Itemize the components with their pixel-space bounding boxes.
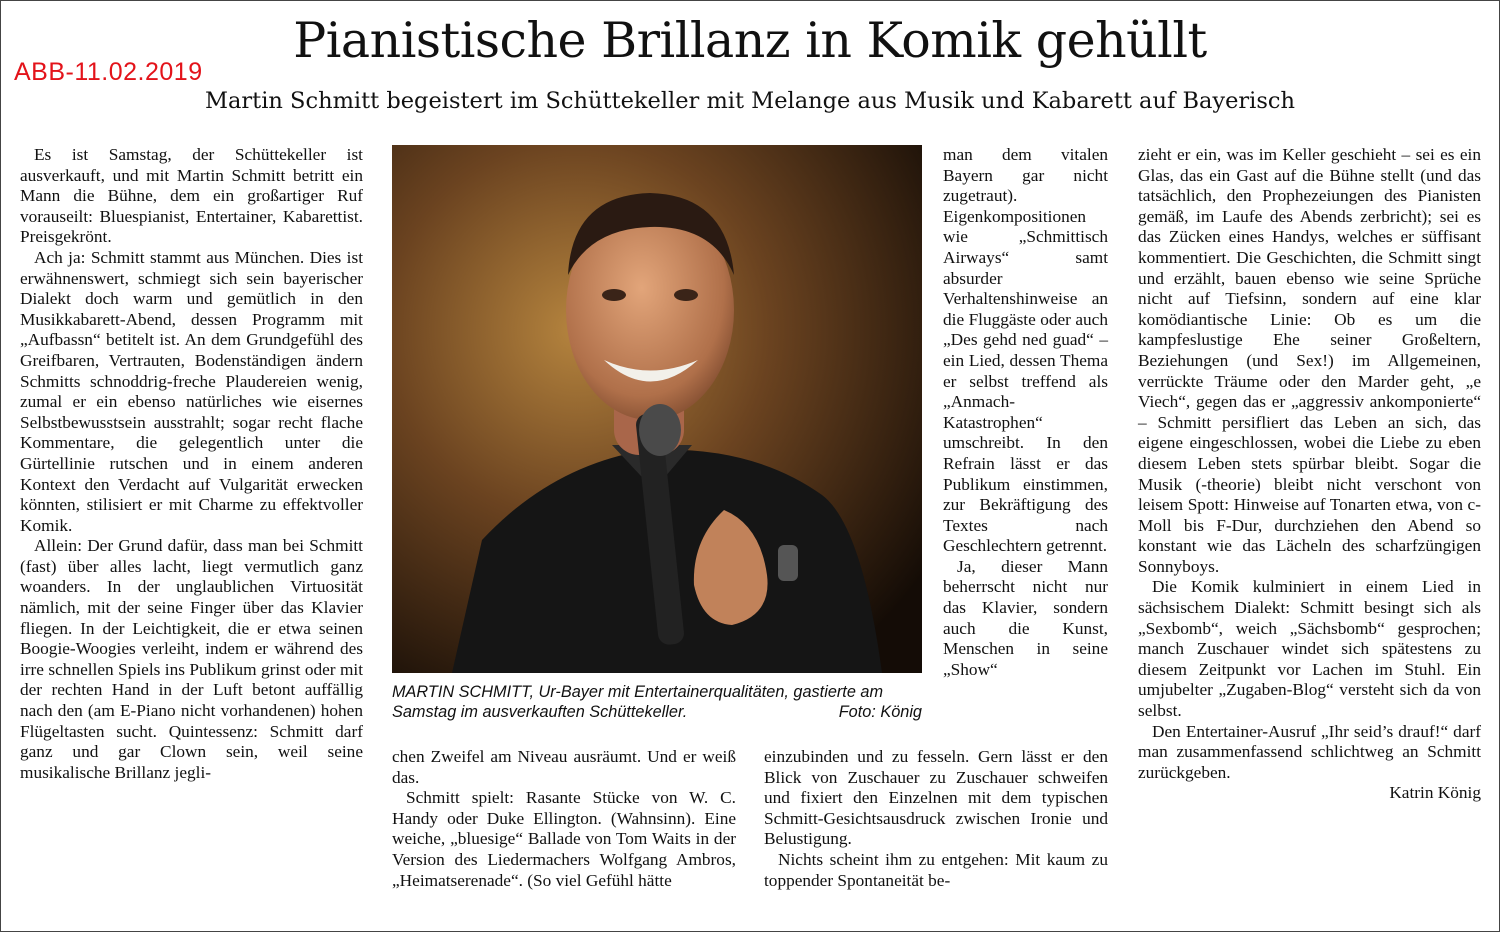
paragraph: Allein: Der Grund dafür, dass man bei Schmitt (fast) über alles lacht, liegt vermutlich ganz woanders. In der unglaublichen Virtuosität nämlich, mit der seine Finger über das Klavier fliegen. In der Leichtigkeit, die er etwa seinen Boogie-Woogies verleiht, indem er während des irre schnellen Spiels ins Publikum grinst oder mit der rechten Hand in der Luft betont auffällig nach den (am E-Piano nicht vorhandenen) hohen Flügeltasten sucht. Quintessenz: Schmitt darf ganz und gar Clown sein, weil seine musikalische Brillanz jegli- — [20, 536, 363, 782]
paragraph: Schmitt spielt: Rasante Stücke von W. C. Handy oder Duke Ellington. (Wahnsinn). Eine weiche, „bluesige“ Ballade von Tom Waits in der Version des Liedermachers Wolfgang Ambros, „Heimatserenade“. (So viel Gefühl hätte — [392, 788, 736, 890]
paragraph: zieht er ein, was im Keller geschieht – sei es ein Glas, das ein Gast auf die Bühne stellt (und das tatsächlich, den Prophezeiungen des Pianisten gemäß, im Laufe des Abends zerbricht); sei es das Zücken eines Handys, welches er süffisant kommentiert. Die Geschichten, die Schmitt singt und erzählt, bauen ebenso wie seine Sprüche nicht auf Tiefsinn, sondern auf eine klar komödiantische Linie: Ob es um die kampfeslustige Ehe seiner Großeltern, Beziehungen (und Sex!) im Allgemeinen, verrückte Träume oder den Marder geht, „e Viech“, gegen das er „aggressiv ankomponierte“ – Schmitt persifliert das Leben an sich, das eigene eingeschlossen, wobei die Liebe zu eben diesem Leben stets spürbar bleibt. Sogar die Musik (-theorie) bleibt nicht verschont von leisem Spott: Hinweise auf Tonarten etwa, von c-Moll bis F-Dur, durchziehen den Abend so konstant wie das Lächeln des scharfzüngigen Sonnyboys. — [1138, 145, 1481, 576]
paragraph: Nichts scheint ihm zu entgehen: Mit kaum zu toppender Spontaneität be- — [764, 849, 1108, 890]
photo-caption-text: MARTIN SCHMITT, Ur-Bayer mit Entertainerqualitäten, gastierte am Samstag im ausverkauften Schüttekeller. — [392, 683, 884, 721]
article-column-4 — [1138, 145, 1481, 804]
paragraph: Den Entertainer-Ausruf „Ihr seid’s drauf!“ darf man zusammenfassend schlichtweg an Schmitt zurückgeben. — [1138, 721, 1481, 782]
photo-credit: Foto: König — [838, 703, 922, 721]
article-headline: Pianistische Brillanz in Komik gehüllt — [293, 12, 1207, 69]
author-name: Katrin König — [1389, 783, 1481, 803]
paragraph: Es ist Samstag, der Schüttekeller ist ausverkauft, und mit Martin Schmitt betritt ein Mann die Bühne, dem ein großartiger Ruf vorauseilt: Bluespianist, Entertainer, Kabarettist. Preisgekrönt. — [20, 145, 363, 247]
paragraph: chen Zweifel am Niveau ausräumt. Und er weiß das. — [392, 747, 736, 787]
article-column-2 — [392, 747, 736, 891]
paragraph: Ja, dieser Mann beherrscht nicht nur das Klavier, sondern auch die Kunst, Menschen in seine „Show“ — [943, 556, 1108, 679]
archive-date-stamp: ABB-11.02.2019 — [14, 58, 203, 86]
photo-performer-illustration — [392, 145, 922, 673]
paragraph: Ach ja: Schmitt stammt aus München. Dies ist erwähnenswert, schmiegt sich sein bayerischer Dialekt doch warm und gemütlich in den Musikkabarett-Abend, dessen Programm mit „Aufbassn“ betitelt ist. An dem Grundgefühl des Greifbaren, Vertrauten, Bodenständigen ändern Schmitts schnoddrig-freche Plaudereien wenig, zumal er ein ebenso natürliches wie eisernes Selbstbewusstsein ausstrahlt; sogar recht flache Kommentare, die gelegentlich unter die Gürtellinie rutschen und in einem anderen Kontext den Verdacht auf Vulgarität erwecken könnten, stilisiert er mit Charme zu effektvoller Komik. — [20, 247, 363, 535]
paragraph: man dem vitalen Bayern gar nicht zugetraut). Eigenkompositionen wie „Schmittisch Airways“ samt absurder Verhaltenshinweise an die Fluggäste oder auch „Des gehd ned guad“ – ein Lied, dessen Thema er selbst treffend als „Anmach-Katastrophen“ umschreibt. In den Refrain lässt er das Publikum einstimmen, zur Bekräftigung des Textes nach Geschlechtern getrennt. — [943, 145, 1108, 556]
article-column-3-bottom — [764, 747, 1108, 891]
article-subheadline: Martin Schmitt begeistert im Schüttekeller mit Melange aus Musik und Kabarett auf Bayerisch — [204, 88, 1296, 114]
paragraph: Die Komik kulminiert in einem Lied in sächsischem Dialekt: Schmitt besingt sich als „Sexbomb“, weich „Sächsbomb“ gesprochen; manch Zuschauer windet sich spätestens zu diesem Zeitpunkt vor Lachen im Stuhl. Ein umjubelter „Zugaben-Blog“ versteht sich da von selbst. — [1138, 577, 1481, 721]
photo-caption — [392, 682, 922, 722]
article-photo — [392, 145, 922, 673]
article-column-1 — [20, 145, 363, 783]
article-column-3-top — [943, 145, 1108, 680]
paragraph: einzubinden und zu fesseln. Gern lässt er den Blick von Zuschauer zu Zuschauer schweifen und fixiert den Einzelnen mit dem typischen Schmitt-Gesichtsausdruck zwischen Ironie und Belustigung. — [764, 747, 1108, 849]
